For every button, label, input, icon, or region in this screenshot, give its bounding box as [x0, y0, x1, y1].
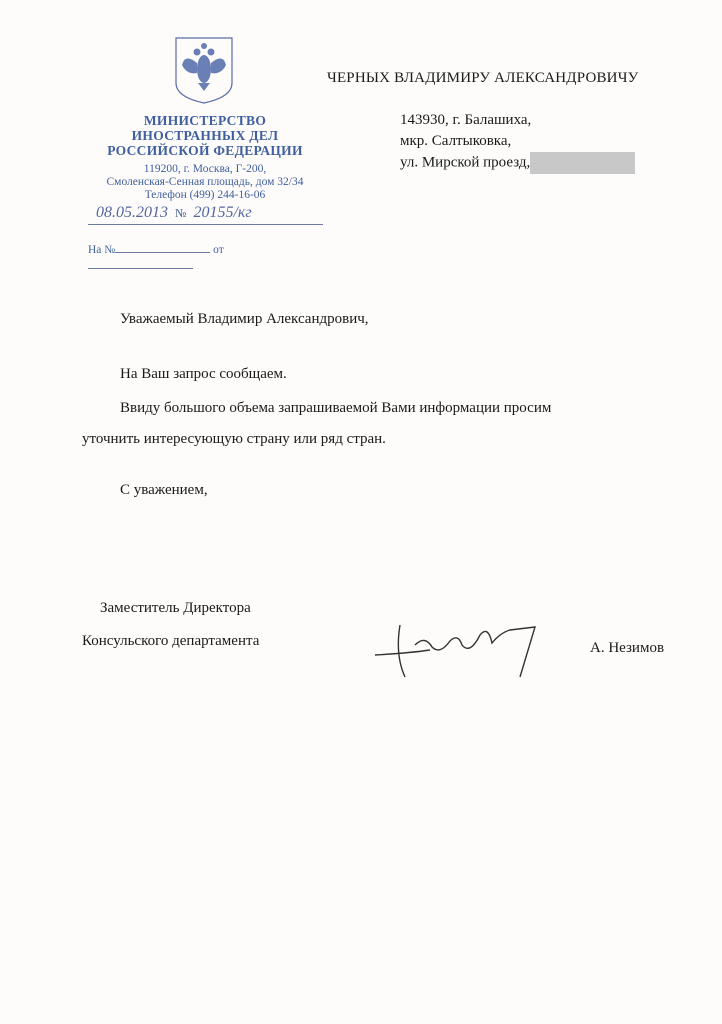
redaction-box [530, 152, 635, 174]
recipient-name: ЧЕРНЫХ ВЛАДИМИРУ АЛЕКСАНДРОВИЧУ [327, 70, 639, 86]
reply-label: На № [88, 244, 116, 256]
address-line: мкр. Салтыковка, [400, 133, 512, 149]
address-line: Смоленская-Сенная площадь, дом 32/34 [106, 176, 304, 188]
address-line: ул. Мирской проезд, [400, 154, 531, 171]
closing: С уважением, [120, 482, 208, 498]
greeting: Уважаемый Владимир Александрович, [120, 311, 369, 327]
address-line: 143930, г. Балашиха, [400, 112, 532, 128]
address-line: 119200, г. Москва, Г-200, [143, 163, 267, 175]
signer-position: Заместитель Директора [100, 600, 251, 616]
org-line: МИНИСТЕРСТВО [143, 113, 267, 128]
org-line: РОССИЙСКОЙ ФЕДЕРАЦИИ [107, 143, 303, 158]
coat-of-arms-emblem [173, 35, 235, 105]
ministry-name [80, 113, 330, 158]
letter-date: 08.05.2013 [96, 204, 168, 221]
registration-line [88, 204, 323, 225]
signer-name: А. Незимов [590, 640, 665, 656]
paragraph: Ввиду большого объема запрашиваемой Вами информации просим [120, 400, 552, 416]
letter-number: 20155/кг [193, 204, 252, 221]
org-line: ИНОСТРАННЫХ ДЕЛ [131, 128, 279, 143]
phone-line: Телефон (499) 244-16-06 [144, 189, 266, 201]
reply-from-label: от [213, 244, 224, 256]
number-label: № [175, 206, 187, 220]
recipient-address [400, 110, 635, 174]
handwritten-signature [370, 605, 550, 685]
reply-reference [88, 240, 323, 272]
ministry-address [80, 163, 330, 202]
paragraph: На Ваш запрос сообщаем. [120, 366, 287, 382]
signer-department: Консульского департамента [82, 633, 260, 649]
paragraph: уточнить интересующую страну или ряд стран. [82, 431, 386, 447]
